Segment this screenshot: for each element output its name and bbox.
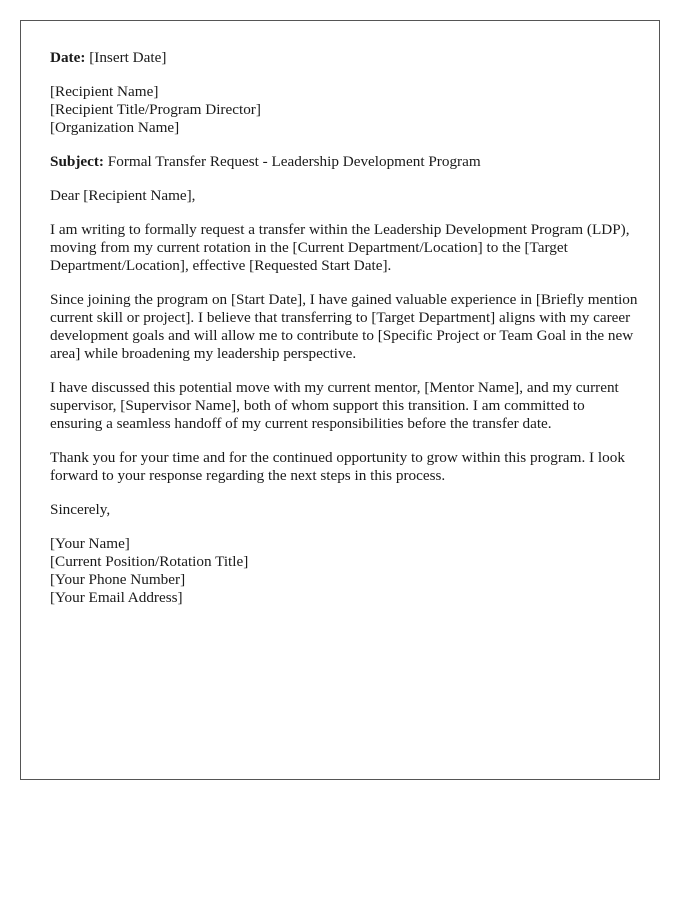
paragraph-thanks: Thank you for your time and for the continued opportunity to grow within this program. I look forward to your response regarding the next steps in this process. bbox=[50, 449, 625, 484]
subject-value: Formal Transfer Request - Leadership Development Program bbox=[107, 153, 481, 170]
recipient-block bbox=[50, 83, 640, 137]
signature-email: [Your Email Address] bbox=[50, 589, 183, 606]
date-value: [Insert Date] bbox=[89, 49, 167, 66]
letter-body bbox=[50, 49, 640, 623]
signature-position: [Current Position/Rotation Title] bbox=[50, 553, 249, 570]
subject-line bbox=[50, 153, 640, 171]
paragraph-request: I am writing to formally request a transfer within the Leadership Development Program (LDP), moving from my current rotation in the [Current Department/Location] to the [Target Department/Location], effective [Requested Start Date]. bbox=[50, 221, 630, 274]
signature-phone: [Your Phone Number] bbox=[50, 571, 186, 588]
date-line bbox=[50, 49, 640, 67]
date-label: Date: bbox=[50, 49, 86, 66]
signature-block bbox=[50, 535, 640, 607]
signature-name: [Your Name] bbox=[50, 535, 130, 552]
recipient-title: [Recipient Title/Program Director] bbox=[50, 101, 261, 118]
subject-label: Subject: bbox=[50, 153, 104, 170]
paragraph-support: I have discussed this potential move with my current mentor, [Mentor Name], and my current supervisor, [Supervisor Name], both of whom support this transition. I am committed to ensuring a seamless handoff of my current responsibilities before the transfer date. bbox=[50, 379, 619, 432]
closing: Sincerely, bbox=[50, 501, 111, 518]
letter-page bbox=[20, 20, 660, 780]
paragraph-experience: Since joining the program on [Start Date], I have gained valuable experience in [Briefly mention current skill or project]. I believe that transferring to [Target Department] aligns with my career development goals and will allow me to contribute to [Specific Project or Team Goal in the new area] while broadening my leadership perspective. bbox=[50, 291, 638, 362]
salutation: Dear [Recipient Name], bbox=[50, 187, 196, 204]
recipient-organization: [Organization Name] bbox=[50, 119, 180, 136]
recipient-name: [Recipient Name] bbox=[50, 83, 159, 100]
